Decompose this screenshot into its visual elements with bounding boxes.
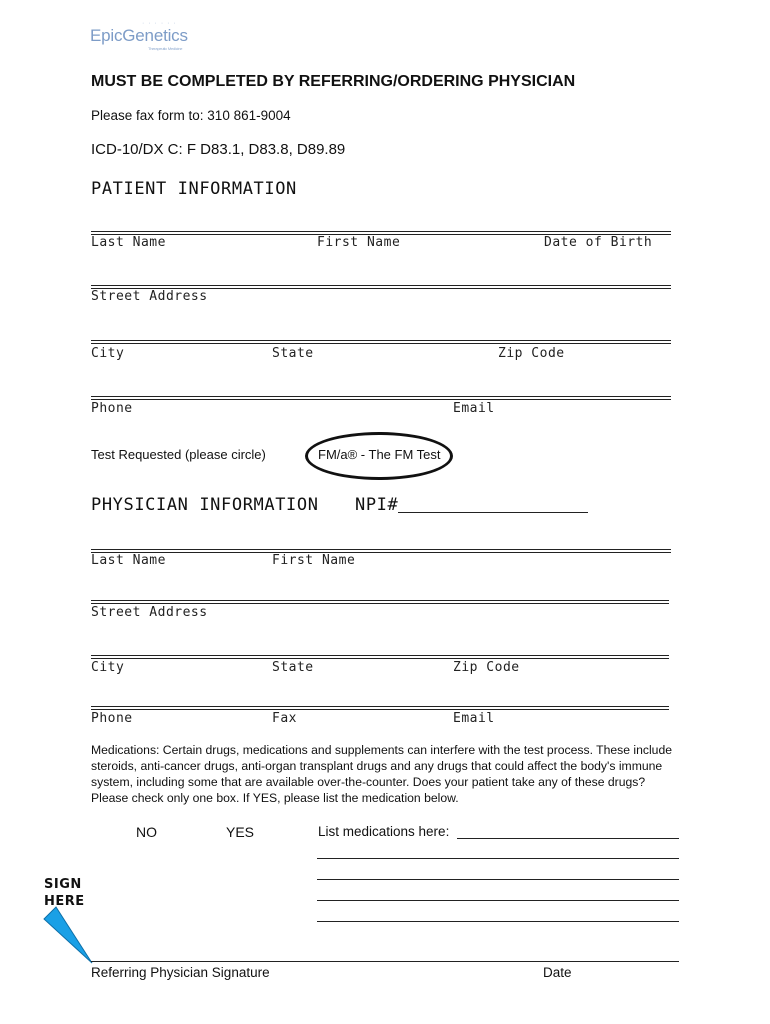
physician-name-line[interactable] (91, 549, 671, 553)
epic-genetics-logo (90, 20, 188, 51)
fax-instruction: Please fax form to: 310 861-9004 (91, 108, 291, 123)
physician-zip-label: Zip Code (453, 660, 520, 675)
medications-line-2[interactable] (317, 858, 679, 859)
patient-email-label: Email (453, 401, 495, 416)
physician-phone-label: Phone (91, 711, 133, 726)
patient-street-label: Street Address (91, 289, 208, 304)
patient-city-label: City (91, 346, 125, 361)
medications-yes-option[interactable]: YES (226, 824, 255, 840)
physician-street-line[interactable] (91, 600, 669, 604)
medications-no-option[interactable]: NO (136, 824, 157, 840)
form-heading: MUST BE COMPLETED BY REFERRING/ORDERING PHYSICIAN (91, 73, 576, 90)
date-label: Date (543, 965, 572, 980)
medications-line-5[interactable] (317, 921, 679, 922)
physician-street-label: Street Address (91, 605, 208, 620)
medications-line-1[interactable] (457, 838, 679, 839)
patient-last-name-label: Last Name (91, 235, 166, 250)
physician-phone-line[interactable] (91, 706, 669, 710)
test-option-fm[interactable]: FM/a® - The FM Test (318, 447, 441, 462)
medications-line-3[interactable] (317, 879, 679, 880)
patient-zip-label: Zip Code (498, 346, 565, 361)
patient-dob-label: Date of Birth (544, 235, 653, 250)
medications-paragraph: Medications: Certain drugs, medications and supplements can interfere with the test process. These include steroids, anti-cancer drugs, anti-organ transplant drugs and any drugs that could affect the body's immune system, including some that are available over-the-counter. Does your patient take any of these drugs? Please check only one box. If YES, please list the medication below. (91, 743, 673, 805)
physician-email-label: Email (453, 711, 495, 726)
icd-codes: ICD-10/DX C: F D83.1, D83.8, D89.89 (91, 141, 346, 158)
medications-line-4[interactable] (317, 900, 679, 901)
physician-last-name-label: Last Name (91, 553, 166, 568)
patient-section-title: PATIENT INFORMATION (91, 179, 297, 199)
physician-state-label: State (272, 660, 314, 675)
patient-phone-label: Phone (91, 401, 133, 416)
logo-brand-right: Genetics (122, 26, 188, 45)
sign-here-line1: SIGN (44, 877, 82, 892)
signature-line[interactable] (91, 961, 679, 962)
npi-label: NPI# (355, 495, 399, 515)
list-medications-label: List medications here: (318, 824, 450, 839)
physician-fax-label: Fax (272, 711, 297, 726)
patient-first-name-label: First Name (317, 235, 401, 250)
npi-field-line[interactable] (398, 512, 588, 513)
logo-tagline: Therapeutic Medicine (148, 46, 183, 51)
physician-first-name-label: First Name (272, 553, 356, 568)
physician-section-title: PHYSICIAN INFORMATION (91, 495, 319, 515)
test-requested-label: Test Requested (please circle) (91, 447, 266, 462)
logo-dots-decoration: · · · · · · (142, 20, 177, 27)
patient-state-label: State (272, 346, 314, 361)
sign-here-arrow-icon (40, 905, 100, 967)
physician-city-label: City (91, 660, 125, 675)
sign-here-line2: HERE (44, 894, 85, 909)
physician-city-line[interactable] (91, 655, 669, 659)
signature-label: Referring Physician Signature (91, 965, 270, 980)
patient-phone-line[interactable] (91, 396, 671, 400)
patient-city-line[interactable] (91, 340, 671, 344)
logo-brand-left: Epic (90, 26, 123, 45)
